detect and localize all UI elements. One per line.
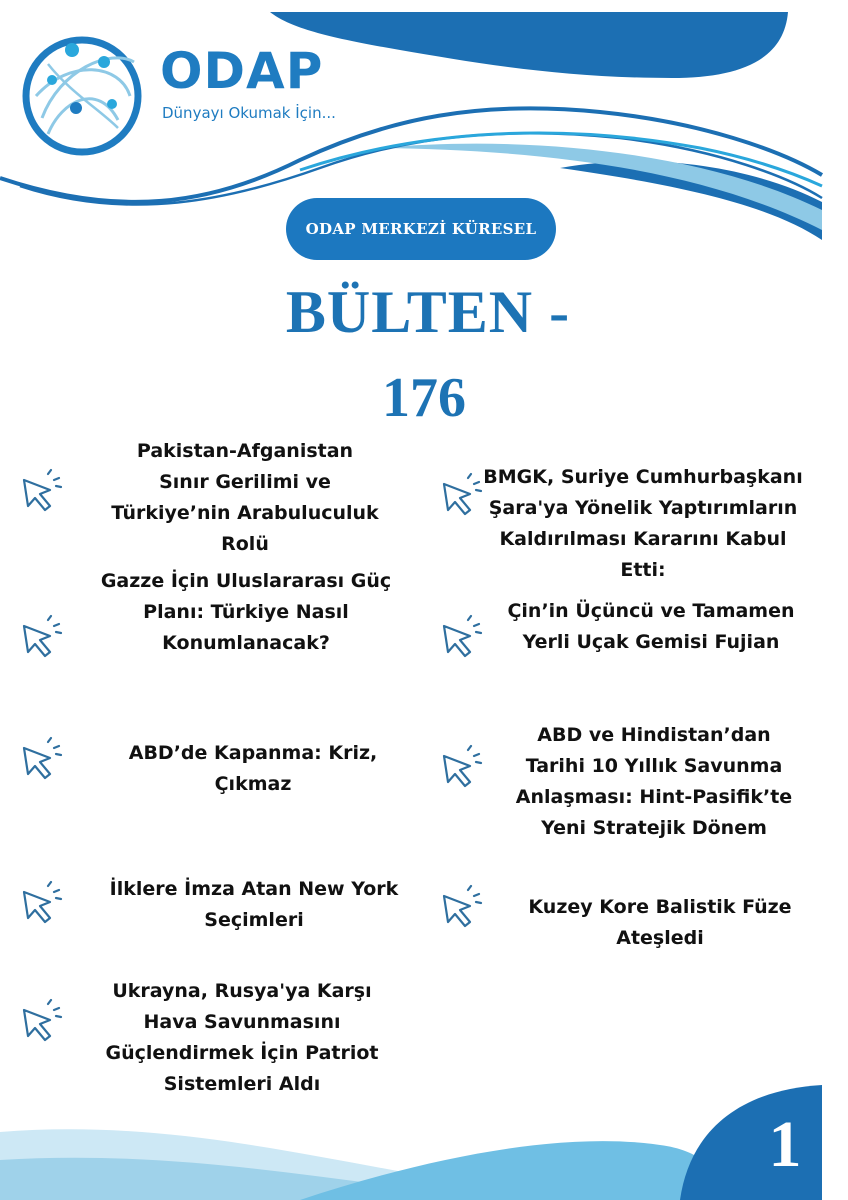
cursor-click-icon bbox=[438, 742, 486, 790]
logo-tagline: Dünyayı Okumak İçin... bbox=[162, 104, 336, 122]
top-wave-shape bbox=[270, 12, 788, 78]
logo-wordmark: ODAP bbox=[160, 42, 324, 100]
page-number: 1 bbox=[768, 1108, 802, 1181]
item-text: Kuzey Kore Balistik Füze Ateşledi bbox=[528, 896, 792, 949]
item-text: ABD ve Hindistan’dan Tarihi 10 Yıllık Savunma Anlaşması: Hint-Pasifik’te Yeni Stratejik Dönem bbox=[515, 724, 793, 839]
item-text: Pakistan-Afganistan Sınır Gerilimi ve Türkiye’nin Arabuluculuk Rolü bbox=[111, 440, 379, 555]
cursor-click-icon bbox=[18, 734, 66, 782]
cursor-click-icon bbox=[438, 882, 486, 930]
cursor-click-icon bbox=[18, 612, 66, 660]
item-text: Gazze İçin Uluslararası Güç Planı: Türkiye Nasıl Konumlanacak? bbox=[100, 570, 392, 654]
cursor-click-icon bbox=[438, 470, 486, 518]
item-text: Ukrayna, Rusya'ya Karşı Hava Savunmasını Güçlendirmek İçin Patriot Sistemleri Aldı bbox=[105, 980, 379, 1095]
cursor-click-icon bbox=[18, 466, 66, 514]
header-pill: ODAP MERKEZİ KÜRESEL bbox=[286, 198, 556, 260]
item-text: Çin’in Üçüncü ve Tamamen Yerli Uçak Gemisi Fujian bbox=[507, 600, 795, 653]
bulletin-title: BÜLTEN - bbox=[285, 279, 571, 345]
item-text: BMGK, Suriye Cumhurbaşkanı Şara'ya Yönelik Yaptırımların Kaldırılması Kararını Kabul Etti: bbox=[483, 466, 803, 581]
cursor-click-icon bbox=[438, 612, 486, 660]
cursor-click-icon bbox=[18, 996, 66, 1044]
cursor-click-icon bbox=[18, 878, 66, 926]
item-text: İlklere İmza Atan New York Seçimleri bbox=[109, 878, 399, 931]
logo-emblem bbox=[26, 40, 138, 152]
bulletin-number: 176 bbox=[382, 367, 466, 429]
item-text: ABD’de Kapanma: Kriz, Çıkmaz bbox=[128, 742, 378, 795]
